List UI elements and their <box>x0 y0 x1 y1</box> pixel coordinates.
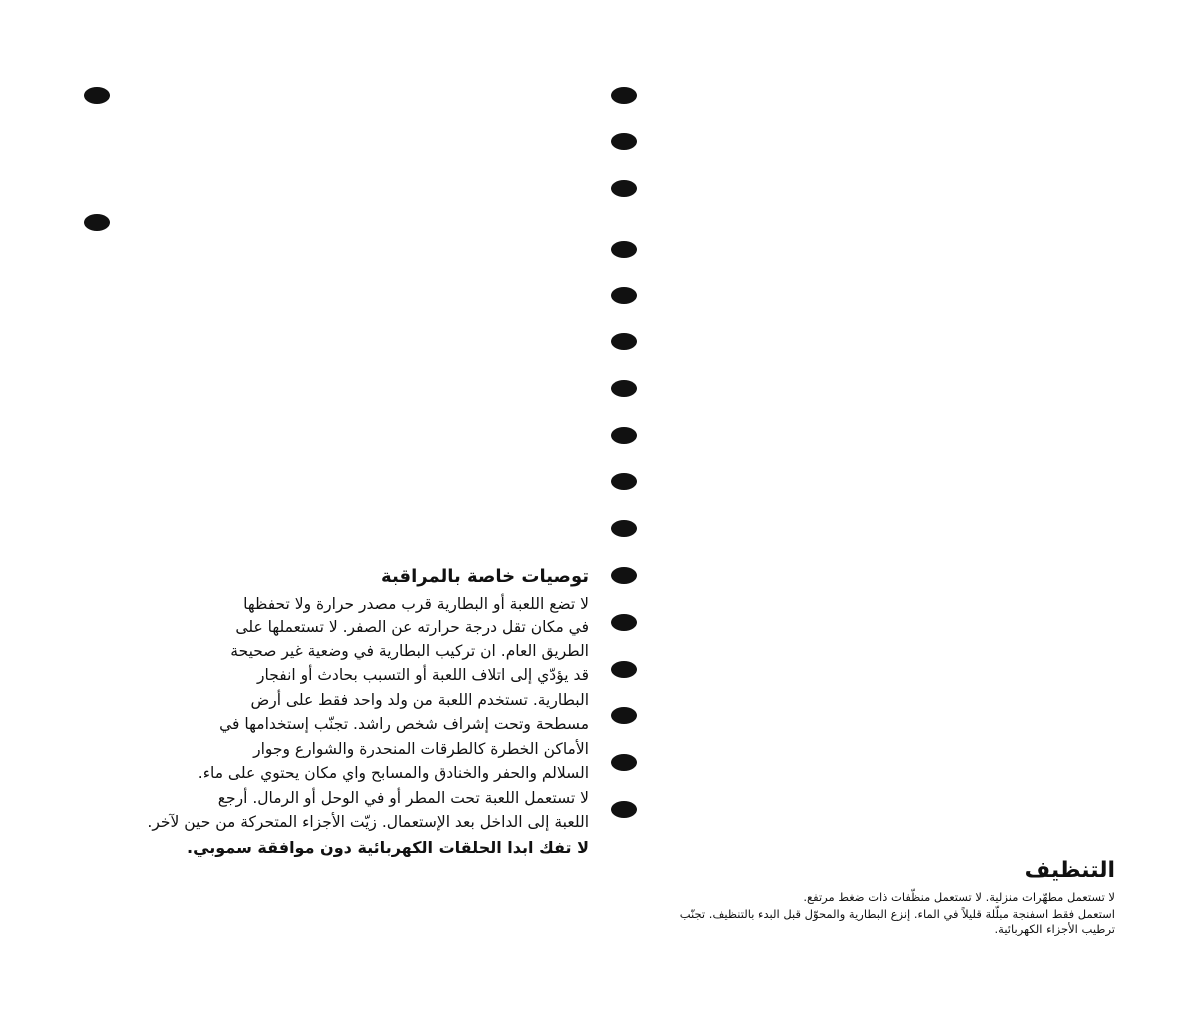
supervision-line-2: في مكان تقل درجة حرارته عن الصفر. لا تستعملها على <box>235 618 589 636</box>
language-marker-4 <box>611 241 637 258</box>
language-marker-12 <box>611 614 637 631</box>
language-marker-11 <box>611 567 637 584</box>
supervision-title: توصيات خاصة بالمراقبة <box>381 566 589 587</box>
supervision-line-9: لا تستعمل اللعبة تحت المطر أو في الوحل أو الرمال. أرجع <box>217 789 589 807</box>
supervision-line-8: السلالم والحفر والخنادق والمسابح واي مكان يحتوي على ماء. <box>197 764 589 782</box>
cleaning-title: التنظيف <box>1024 858 1115 883</box>
supervision-line-4: قد يؤدّي إلى اتلاف اللعبة أو التسبب بحادث أو انفجار <box>257 666 589 684</box>
cleaning-line-1: لا تستعمل مطهّرات منزلية. لا تستعمل منظّفات ذات ضغط مرتفع. <box>803 890 1115 904</box>
supervision-line-6: مسطحة وتحت إشراف شخص راشد. تجنّب إستخدامها في <box>219 715 589 733</box>
language-marker-10 <box>611 520 637 537</box>
language-marker-2 <box>611 133 637 150</box>
language-marker-9 <box>611 473 637 490</box>
cleaning-line-3: ترطيب الأجزاء الكهربائية. <box>994 922 1115 936</box>
cleaning-line-2: استعمل فقط اسفنجة مبلّلة قليلاً في الماء. إنزع البطارية والمحوّل قبل البدء بالتنظيف. تجنّب <box>679 907 1115 921</box>
language-marker-16 <box>611 801 637 818</box>
language-marker-1 <box>611 87 637 104</box>
supervision-line-10: اللعبة إلى الداخل بعد الإستعمال. زيّت الأجزاء المتحركة من حين لآخر. <box>147 813 589 831</box>
language-marker-15 <box>611 754 637 771</box>
language-marker-7 <box>611 380 637 397</box>
language-marker-3 <box>611 180 637 197</box>
language-marker-left-1 <box>84 87 110 104</box>
supervision-line-7: الأماكن الخطرة كالطرقات المنحدرة والشوارع وجوار <box>253 740 589 758</box>
supervision-line-1: لا تضع اللعبة أو البطارية قرب مصدر حرارة ولا تحفظها <box>243 595 589 613</box>
supervision-line-3: الطريق العام. ان تركيب البطارية في وضعية غير صحيحة <box>230 642 589 660</box>
language-marker-13 <box>611 661 637 678</box>
language-marker-8 <box>611 427 637 444</box>
supervision-warning: لا تفك ابدا الحلقات الكهربائية دون موافقة سموبي. <box>187 838 589 857</box>
language-marker-6 <box>611 333 637 350</box>
language-marker-14 <box>611 707 637 724</box>
language-marker-left-2 <box>84 214 110 231</box>
supervision-line-5: البطارية. تستخدم اللعبة من ولد واحد فقط على أرض <box>250 691 589 709</box>
language-marker-5 <box>611 287 637 304</box>
